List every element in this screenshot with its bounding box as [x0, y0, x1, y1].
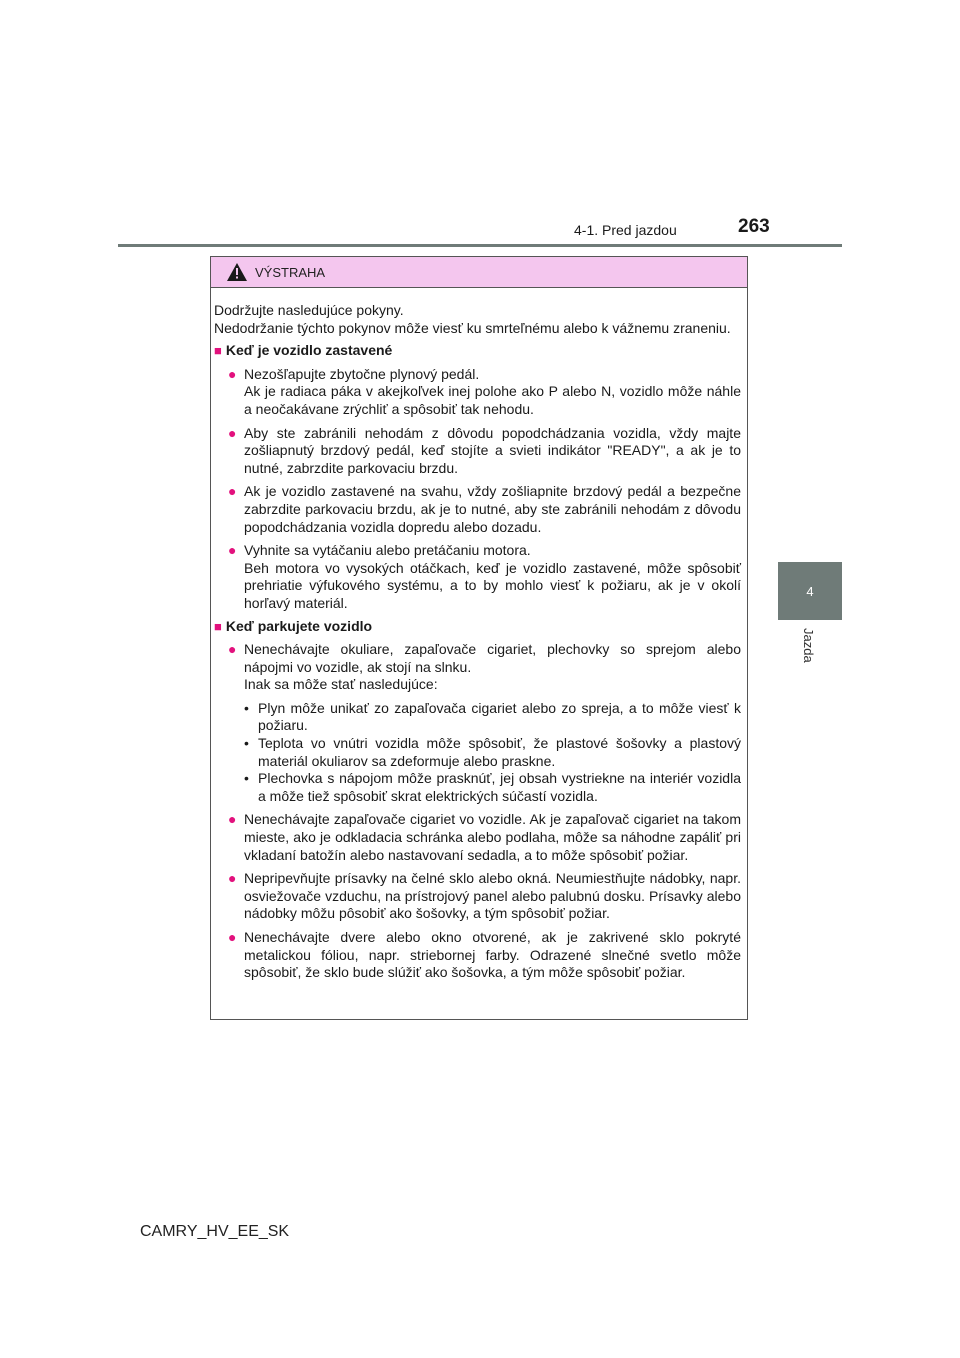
warning-title: VÝSTRAHA — [255, 264, 326, 280]
round-bullet-icon: ● — [228, 365, 237, 382]
sub-list-item: • Plechovka s nápojom môže prasknúť, jej obsah vystriekne na interiér vozidla a môže tiež spôsobiť skrat elektrických súčastí vozidla. — [244, 770, 741, 804]
round-bullet-icon: ● — [228, 483, 237, 500]
chapter-tab[interactable] — [778, 562, 842, 620]
warning-intro-2: Nedodržanie týchto pokynov môže viesť ku smrteľnému alebo k vážnemu zraneniu. — [214, 319, 731, 336]
list-item: ● Nepripevňujte prísavky na čelné sklo alebo okná. Neumiestňujte nádobky, napr. osviežovače vzduchu, na prístrojový panel alebo palubnú dosku. Prísavky alebo nádobky môžu pôsobiť ako šošovky, a tým spôsobiť požiar. — [228, 870, 741, 922]
page-number: 263 — [738, 216, 770, 237]
warning-body — [211, 288, 747, 982]
list-item: ● Vyhnite sa vytáčaniu alebo pretáčaniu motora. Beh motora vo vysokých otáčkach, keď je vozidlo zastavené, môže spôsobiť prehriatie výfukového systému, a to by mohlo viesť k požiaru, ak je v okolí horľavý materiál. — [228, 542, 741, 611]
list-item: ● Nenechávajte dvere alebo okno otvorené, ak je zakrivené sklo pokryté metalickou fóliou, napr. striebornej farby. Odrazené slnečné svetlo môže spôsobiť, že sklo bude slúžiť ako šošovka, a tým môže spôsobiť požiar. — [228, 929, 741, 981]
round-bullet-icon: ● — [228, 641, 237, 658]
round-bullet-icon: ● — [228, 424, 237, 441]
section-heading: ■ Keď parkujete vozidlo — [214, 617, 373, 634]
sub-list-item: • Plyn môže unikať zo zapaľovača cigariet alebo zo spreja, a to môže viesť k požiaru. — [244, 699, 741, 734]
sub-list-item: • Teplota vo vnútri vozidla môže spôsobiť, že plastové šošovky a plastový materiál okuliarov sa zdeformuje alebo praskne. — [244, 735, 741, 769]
warning-header — [211, 257, 747, 288]
list-item: ● Nezošľapujte zbytočne plynový pedál. Ak je radiaca páka v akejkoľvek inej polohe ako P alebo N, vozidlo môže náhle a neočakávane zrýchliť a spôsobiť tak nehodu. — [228, 365, 741, 417]
header-rule — [118, 244, 842, 247]
round-bullet-icon: ● — [228, 811, 237, 828]
list-item: ● Ak je vozidlo zastavené na svahu, vždy zošliapnite brzdový pedál a bezpečne zabrzdite parkovaciu brzdu, ak je to nutné, aby ste zabránili nehodám z dôvodu popodchádzania vozidla dopredu alebo dozadu. — [228, 483, 741, 535]
list-item: ● Aby ste zabránili nehodám z dôvodu popodchádzania vozidla, vždy majte zošliapnutý brzdový pedál, keď stojíte a svieti indikátor "READY", a ak je to nutné, zabrzdite parkovaciu brzdu. — [228, 424, 741, 476]
round-bullet-icon: ● — [228, 542, 237, 559]
round-bullet-icon: ● — [228, 929, 237, 945]
chapter-number: 4 — [806, 583, 814, 599]
document-code: CAMRY_HV_EE_SK — [140, 1223, 290, 1240]
warning-triangle-icon — [227, 263, 247, 281]
list-item: ● Nenechávajte zapaľovače cigariet vo vozidle. Ak je zapaľovač cigariet na takom mieste, ako je odkladacia schránka alebo podlaha, môže sa náhodne zapáliť pri vkladaní batožín alebo nastavovaní sedadla, a to môže spôsobiť požiar. — [228, 811, 741, 863]
round-bullet-icon: ● — [228, 870, 237, 887]
square-bullet-icon: ■ — [214, 618, 222, 634]
chapter-label: Jazda — [801, 628, 816, 663]
square-bullet-icon: ■ — [214, 343, 222, 359]
list-item: ● Nenechávajte okuliare, zapaľovače cigariet, plechovky so sprejom alebo nápojmi vo vozidle, ak stojí na slnku. Inak sa môže stať nasledujúce: — [228, 641, 741, 693]
section-heading: ■ Keď je vozidlo zastavené — [214, 342, 393, 359]
section-title: 4-1. Pred jazdou — [574, 222, 677, 238]
warning-box — [210, 256, 748, 1020]
warning-intro: Dodržujte nasledujúce pokyny. — [214, 302, 404, 318]
